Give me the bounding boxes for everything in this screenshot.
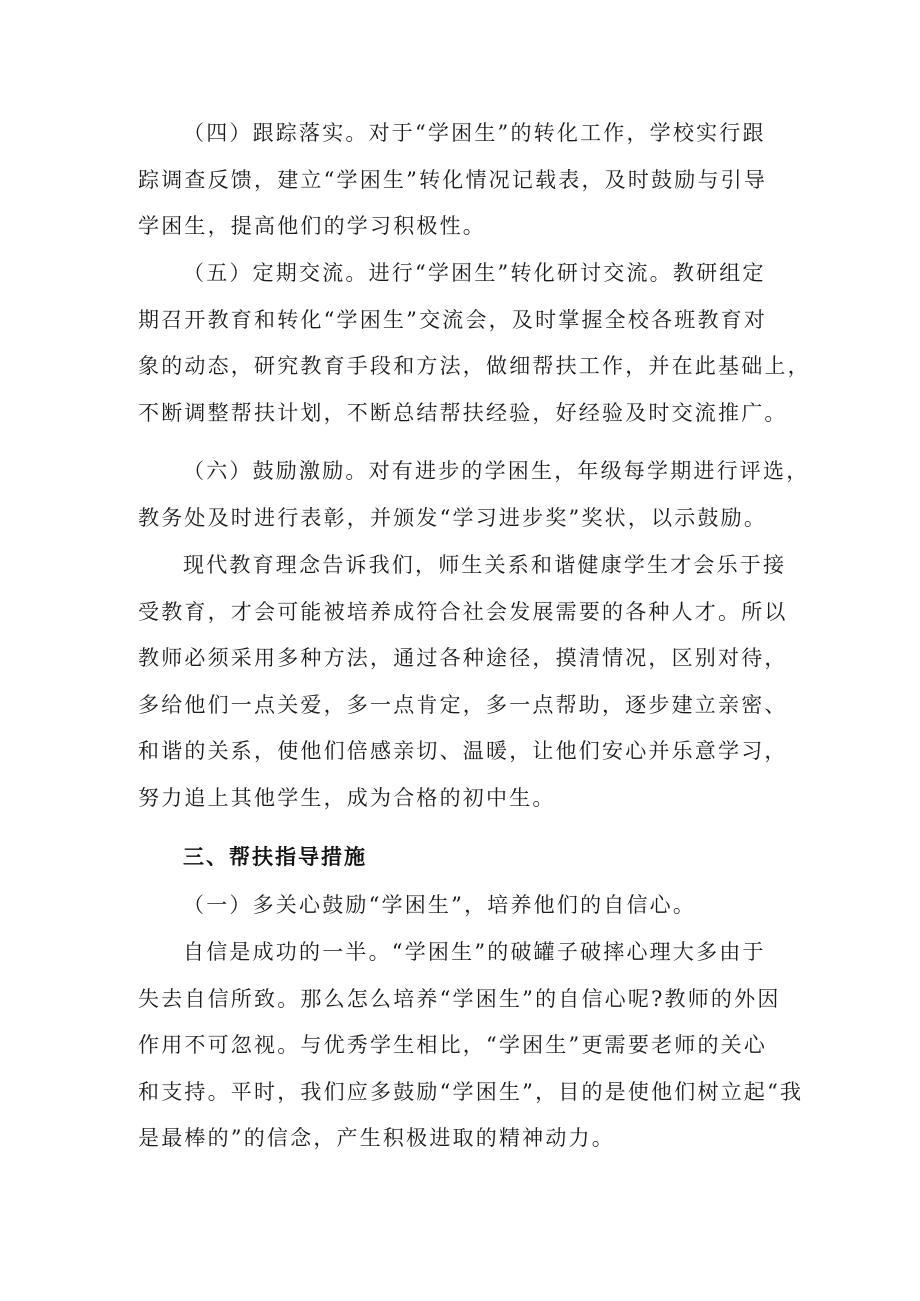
paragraph-line: 象的动态，研究教育手段和方法，做细帮扶工作，并在此基础上， <box>138 354 811 378</box>
paragraph-line: 踪调查反馈，建立“学困生”转化情况记载表，及时鼓励与引导 <box>138 167 768 192</box>
paragraph-line: 和支持。平时，我们应多鼓励“学困生”，目的是使他们树立起“我 <box>138 1079 804 1104</box>
paragraph-line: 作用不可忽视。与优秀学生相比，“学困生”更需要老师的关心 <box>138 1033 768 1057</box>
paragraph-line: 教师必须采用多种方法，通过各种途径，摸清情况，区别对待， <box>138 646 788 670</box>
paragraph-exchange <box>138 250 811 436</box>
paragraph-line: 是最棒的”的信念，产生积极进取的精神动力。 <box>138 1126 615 1150</box>
paragraph-line: 不断调整帮扶计划，不断总结帮扶经验，好经验及时交流推广。 <box>138 400 788 425</box>
paragraph-tracking <box>138 110 788 250</box>
paragraph-self-confidence <box>138 929 804 1162</box>
paragraph-line: 期召开教育和转化“学困生”交流会，及时掌握全校各班教育对 <box>138 307 768 332</box>
paragraph-line: 多给他们一点关爱，多一点肯定，多一点帮助，逐步建立亲密、 <box>138 692 788 717</box>
paragraph-line: 自信是成功的一半。“学困生”的破罐子破摔心理大多由于 <box>183 940 766 964</box>
paragraph-line: 现代教育理念告诉我们，师生关系和谐健康学生才会乐于接 <box>183 553 787 577</box>
paragraph-line: （一）多关心鼓励“学困生”，培养他们的自信心。 <box>183 893 697 917</box>
paragraph-encouragement <box>138 448 810 541</box>
paragraph-line: 学困生，提高他们的学习积极性。 <box>138 214 486 238</box>
paragraph-modern-education <box>138 542 788 821</box>
paragraph-line: （四）跟踪落实。对于“学困生”的转化工作，学校实行跟 <box>183 121 766 145</box>
paragraph-line: （五）定期交流。进行“学困生”转化研讨交流。教研组定 <box>183 261 766 285</box>
paragraph-line: 受教育，才会可能被培养成符合社会发展需要的各种人才。所以 <box>138 599 788 624</box>
paragraph-line: 教务处及时进行表彰，并颁发“学习进步奖”奖状，以示鼓励。 <box>138 505 768 530</box>
paragraph-line: （六）鼓励激励。对有进步的学困生，年级每学期进行评选， <box>183 459 810 483</box>
paragraph-line: 努力追上其他学生，成为合格的初中生。 <box>138 785 556 810</box>
paragraph-line: 和谐的关系，使他们倍感亲切、温暖，让他们安心并乐意学习， <box>138 739 788 763</box>
subsection-heading <box>183 882 803 929</box>
section-heading: 三、帮扶指导措施 <box>183 845 367 869</box>
paragraph-line: 失去自信所致。那么怎么培养“学困生”的自信心呢?教师的外因 <box>138 986 781 1011</box>
